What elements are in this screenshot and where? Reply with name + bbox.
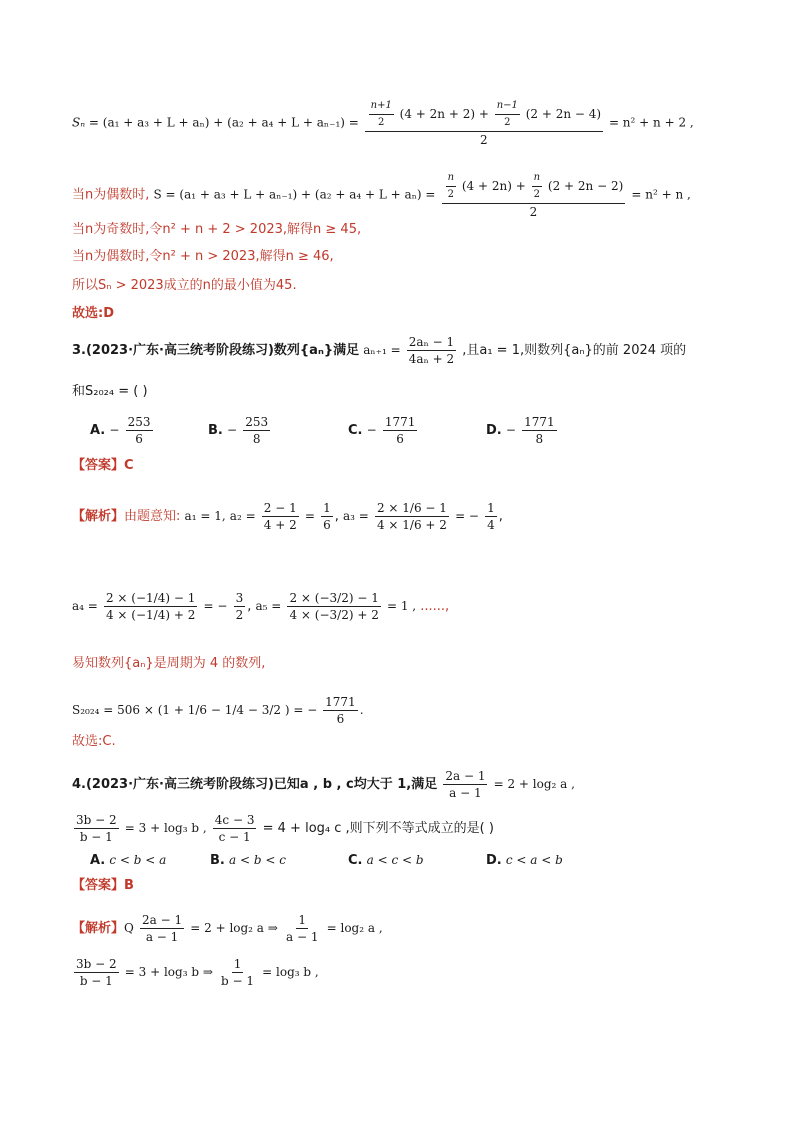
option-label: A. (90, 853, 106, 868)
frac-num: 1771 (524, 415, 555, 429)
frac-num: n (532, 170, 542, 187)
frac-num: 253 (127, 415, 151, 429)
frac-num: 2a − 1 (445, 769, 486, 783)
a1-value: a₁ = 1, (184, 509, 226, 523)
q3-answer-choice: 故选:C. (72, 734, 116, 749)
frac-num: 4c − 3 (214, 813, 255, 827)
frac-den: 8 (535, 432, 544, 446)
s2024-lhs: S₂₀₂₄ = 506 × (1 + (72, 703, 184, 717)
analysis-tag: 【解析】 (72, 509, 125, 524)
option-label: B. (208, 423, 223, 438)
option-sign: − (366, 423, 377, 437)
frac-den: 6 (135, 432, 143, 446)
analysis-intro: 由题意知: (124, 509, 181, 524)
f3-rhs: = 4 + log₄ c ,则下列不等式成立的是( ) (262, 821, 494, 836)
sn-odd-term-d: (2 + 2n − 4) (525, 107, 602, 121)
frac-den: 2 (480, 133, 488, 147)
q3-tail: ,且a₁ = 1,则数列{aₙ}的前 2024 项的 (462, 343, 687, 358)
q3-head: 3.(2023·广东·高三统考阶段练习)数列{aₙ}满足 (72, 343, 360, 358)
q3-period-line: 易知数列{aₙ}是周期为 4 的数列, (72, 656, 266, 671)
frac-den: 4 × (−3/2) + 2 (289, 608, 379, 622)
analysis-tag: 【解析】 (72, 921, 125, 936)
frac-num: n+1 (369, 98, 394, 115)
a2-lhs: a₂ = (229, 509, 256, 523)
s2024-mid: 1/6 − 1/4 − 3/2 (187, 703, 282, 717)
q4-option-a[interactable] (90, 850, 166, 871)
a5-result: = 1 , (386, 599, 417, 613)
option-sign: − (227, 423, 238, 437)
f2-rhs: = 3 + log₃ b , (124, 821, 207, 835)
frac-num: 1 (323, 501, 331, 515)
frac-den: 2 (235, 608, 244, 622)
frac-den: 2 (533, 189, 541, 200)
frac-num: n−1 (495, 98, 520, 115)
l1-end: = log₂ a , (326, 921, 383, 935)
q4-analysis-line2 (72, 956, 319, 989)
frac-den: 4aₙ + 2 (408, 352, 455, 366)
q4-stem (72, 768, 575, 801)
frac-num: 2a − 1 (142, 913, 183, 927)
option-label: A. (90, 423, 106, 438)
option-label: B. (210, 853, 225, 868)
conclusion-line: 所以Sₙ > 2023成立的n的最小值为45. (72, 278, 297, 293)
q4-option-b[interactable] (210, 850, 286, 871)
l1-rhs: = 2 + log₂ a ⇒ (190, 921, 278, 935)
a4-lhs: a₄ = (72, 599, 98, 613)
even-label: 当n为偶数时, (72, 187, 150, 203)
q4-option-c[interactable] (348, 850, 424, 871)
option-text: a < b < c (229, 853, 286, 867)
sn-even-term-b: (4 + 2n) + (461, 179, 526, 193)
q4-head: 4.(2023·广东·高三统考阶段练习)已知a , b , c均大于 1,满足 (72, 777, 438, 792)
frac-num: 1771 (384, 415, 416, 429)
frac-den: b − 1 (79, 974, 113, 988)
option-sign: − (505, 423, 516, 437)
a5-lhs: a₅ = (255, 599, 282, 613)
option-label: C. (348, 853, 363, 868)
q4-stem-line2 (72, 812, 494, 845)
frac-den: 6 (323, 518, 331, 532)
even-condition-line: 当n为偶数时,令n² + n > 2023,解得n ≥ 46, (72, 249, 334, 264)
frac-den: 4 (487, 518, 495, 532)
q4-answer-tag: 【答案】B (72, 878, 134, 893)
q3-formula-lhs: aₙ₊₁ = (363, 343, 401, 357)
q3-sum-line: S₂₀₂₄ = 506 × (1 + 1/6 − 1/4 − 3/2 ) = − $\frac{1771}{6}$ . (72, 695, 364, 726)
q3-answer-tag: 【答案】C (72, 458, 134, 473)
option-text: c < b < a (109, 853, 167, 867)
frac-den: 2 (529, 205, 538, 219)
because-symbol: Q (124, 921, 134, 935)
eq-sign: ) = − (284, 703, 318, 717)
q3-stem (72, 334, 686, 367)
frac-num: 2aₙ − 1 (408, 335, 455, 349)
eq-sign: = − (455, 509, 479, 523)
q3-option-d[interactable] (486, 414, 559, 447)
sn-even-term-d: (2 + 2n − 2) (547, 179, 624, 193)
q3-line2: 和S₂₀₂₄ = ( ) (72, 384, 148, 399)
ellipsis: ......, (420, 599, 450, 614)
q3-option-c[interactable] (348, 414, 419, 447)
q4-analysis-line1 (72, 912, 383, 945)
l2-end: = log₃ b , (262, 965, 319, 979)
frac-den: b − 1 (221, 974, 255, 988)
frac-num: 1 (233, 957, 242, 971)
frac-den: a − 1 (449, 786, 482, 800)
frac-num: 1771 (325, 695, 356, 709)
sn-even-result: = n² + n , (631, 187, 691, 202)
q3-analysis-line1: 【解析】由题意知: a₁ = 1, a₂ = $\frac{2 - 1}{4 + 2}$ = $\frac{1}{6}$ , a₃ = $\frac{2 \times 1/6 - 1}{4 \times 1/6 + 2}$ = − $\frac{1}{4}$ , (72, 501, 503, 532)
frac-num: 3b − 2 (76, 957, 117, 971)
frac-den: 2 (447, 189, 454, 200)
frac-den: 2 (504, 117, 511, 128)
frac-num: 2 × (−3/2) − 1 (289, 591, 379, 605)
option-text: a < c < b (366, 853, 424, 867)
sn-even-sum: S = (a₁ + a₃ + L + aₙ₋₁) + (a₂ + a₄ + L + aₙ) = (153, 187, 436, 202)
sn-odd-formula (72, 98, 694, 148)
frac-num: 2 − 1 (263, 501, 297, 515)
frac-den: 4 + 2 (263, 518, 297, 532)
frac-den: b − 1 (79, 830, 113, 844)
q3-analysis-line2: a₄ = $\frac{2 \times (-1/4) - 1}{4 \times (-1/4) + 2}$ = − $\frac{3}{2}$ , a₅ = $\frac{2 \times (-3/2) - 1}{4 \times (-3/2) + 2}$ = 1 , ......, (72, 591, 450, 622)
eq-sign: = (304, 509, 315, 523)
frac-num: 1 (298, 913, 307, 927)
sn-odd-sum: = (a₁ + a₃ + L + aₙ) + (a₂ + a₄ + L + aₙ₋₁) = (88, 115, 359, 130)
frac-den: 2 (378, 117, 385, 128)
option-label: D. (486, 853, 502, 868)
frac-den: 6 (336, 712, 345, 726)
frac-num: 1 (487, 501, 495, 515)
frac-num: n (446, 170, 456, 187)
odd-condition-line: 当n为奇数时,令n² + n + 2 > 2023,解得n ≥ 45, (72, 222, 362, 237)
q3-option-b[interactable] (208, 414, 272, 447)
l2-rhs: = 3 + log₃ b ⇒ (124, 965, 213, 979)
option-label: C. (348, 423, 363, 438)
frac-num: 2 × (−1/4) − 1 (105, 591, 196, 605)
sn-odd-fraction (365, 98, 603, 148)
frac-num: 253 (245, 415, 269, 429)
answer-choice-d: 故选:D (72, 306, 114, 321)
q3-option-a[interactable] (90, 414, 155, 447)
frac-den: a − 1 (285, 930, 319, 944)
frac-num: 2 × 1/6 − 1 (376, 501, 447, 515)
option-text: c < a < b (505, 853, 563, 867)
option-sign: − (109, 423, 120, 437)
sn-even-fraction (442, 170, 626, 220)
q4-option-d[interactable] (486, 850, 563, 871)
sn-symbol: Sₙ (72, 115, 86, 130)
frac-den: 4 × (−1/4) + 2 (105, 608, 196, 622)
frac-den: 8 (252, 432, 261, 446)
sn-odd-result: = n² + n + 2 , (608, 115, 694, 130)
frac-den: c − 1 (218, 830, 251, 844)
f1-rhs: = 2 + log₂ a , (493, 777, 575, 791)
q3-recurrence-fraction (407, 334, 456, 367)
eq-sign: = − (203, 599, 228, 613)
frac-den: 4 × 1/6 + 2 (376, 518, 447, 532)
frac-den: 6 (396, 432, 404, 446)
option-label: D. (486, 423, 502, 438)
frac-num: 3b − 2 (76, 813, 117, 827)
sn-even-formula (72, 170, 691, 220)
frac-den: a − 1 (145, 930, 179, 944)
a3-lhs: a₃ = (342, 509, 369, 523)
frac-num: 3 (235, 591, 244, 605)
sn-odd-term-b: (4 + 2n + 2) + (399, 107, 489, 121)
